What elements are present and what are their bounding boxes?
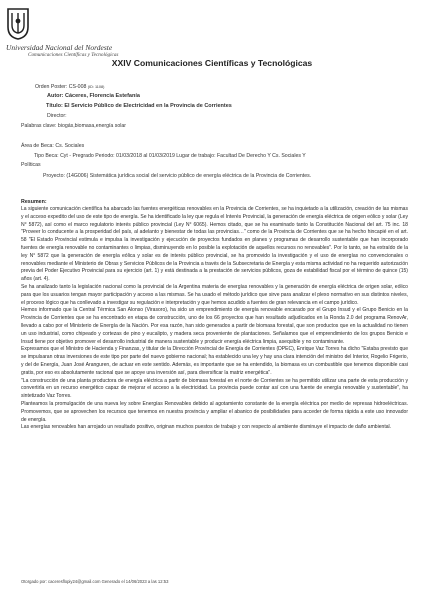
abstract-paragraph: Las energías renovables han arrojado un resultado positivo, originan muchos puestos de trabajo y con respecto al ambiente disminuye el impacto de daño ambiental.: [21, 424, 392, 431]
order-poster-id: (ID: 1108): [87, 85, 105, 89]
keywords-row: [21, 123, 126, 129]
beca-type-value: Cyt - Pregrado Periodo: 01/03/2018 al 01/03/2019 Lugar de trabajo: Facultad De Derecho Y Cs. Sociales Y: [60, 153, 306, 159]
keywords-label: Palabras clave:: [21, 123, 57, 129]
abstract-paragraph: Planteamos la promulgación de una nueva ley sobre Energías Renovables debido al agotamiento constante de la energía eléctrica por medio de represas hidroeléctricas. Promovemos, que se aprovechen los recursos que tenemos en nuestra provincia y ampliar el abanico de posibilidades para acceder de forma rápida a este uso innovador de energía.: [21, 400, 408, 423]
abstract-paragraph: Expresamos que el Ministro de Hacienda y Finanzas, y titular de la Dirección Provincial de Energía de Corrientes (DPEC), Enrique Vaz Torres ha dicho "Estaba previsto que se impulsaran otras inversiones de este tipo por parte del nuevo gobierno nacional; ha establecido una ley y hay una clara intención del ministro del Interior, Rogelio Frigerio, y del de Energía, Juan José Aranguren, de actuar en este sentido. Además, es importante que se ha entendido, la biomasa es un combustible que tenemos disponible casi gratis, por eso es absolutamente racional que se apoye una inversión así, para diversificar la matriz energética".: [21, 346, 408, 376]
director-row: [47, 113, 67, 119]
university-crest-icon: [6, 7, 30, 41]
abstract-paragraph: La siguiente comunicación científica ha abarcado las fuentes energéticas renovables en la Provincia de Corrientes, se ha inquietado a la utilización, creación de las mismas y el acceso expedito del uso de este tipo de energía. Se ha identificado la ley que regula el Interés Provincial, la generación de energía eléctrica de origen eólico y solar (Ley N° 5872), así como el marco regulatorio interés público provincial (Ley N° 6065). Hemos citado, que se ha examinado tanto la Constitución Nacional del art. 75 inc. 18 "Proveer lo conducente a la prosperidad del país, al adelanto y bienestar de todas las provincias…" como de la Provincia de Corrientes que se ha hecho hincapié en el art. 58 "El Estado Provincial estimula e impulsa la investigación y ejecución de proyectos fundados en planes y programas de desarrollo sustentable que han incorporado fuentes de energía renovable no contaminantes o limpias, disminuyendo en lo posible la explotación de aquellos recursos no renovables". Por lo tanto, se ha extraído de la ley N° 5872 que la generación de energía eólica y solar es de interés público provincial, se ha promovido la investigación y el uso de energías no convencionales o renovables mediante el Ministerio de Obras y Servicios Públicos de la Provincia a través de la Subsecretaria de Energía y esta misma actividad no ha requerido autorización previa del Poder Ejecutivo Provincial para su ejercicio (art. 1) y está destinada a la prestación de servicios públicos, goza de estabilidad fiscal por el término de quince (15) años (art. 4).: [21, 206, 408, 283]
beca-type-label: Tipo Beca:: [34, 153, 59, 159]
logo-subtitle: Comunicaciones Científicas y Tecnológicas: [28, 52, 119, 58]
event-title: XXIV Comunicaciones Científicas y Tecnológicas: [111, 58, 313, 68]
author-label: Autor:: [47, 93, 64, 99]
area-value: Cs. Sociales: [55, 143, 85, 149]
beca-type-continuation: Políticas: [21, 162, 41, 168]
order-poster-label: Orden Poster:: [35, 84, 68, 90]
area-row: [21, 143, 84, 149]
area-label: Área de Beca:: [21, 143, 54, 149]
logo-university-name: Universidad Nacional del Nordeste: [6, 43, 113, 52]
title-label: Título:: [46, 103, 63, 109]
author-row: [47, 93, 140, 99]
keywords-value: biogás,biomasa,energía solar: [57, 123, 126, 129]
director-label: Director:: [47, 113, 67, 119]
title-value: El Servicio Público de Electricidad en la Provincia de Corrientes: [64, 103, 232, 109]
abstract-paragraph: Hemos informado que la Central Térmica San Alonso (Virasoro), ha sido un emprendimiento de energía renovable encarado por el Grupo Insud y el Grupo Benicio en la Provincia de Corrientes que se ha encontrado en etapa de construcción, uno de los 66 proyectos que han resultado adjudicados en la Ronda 2.0 del programa RenovAr, llevado a cabo por el Ministerio de Energía de la Nación. Por esa razón, han sido generados a partir de biomasa forestal, que son productos que en la actualidad no tienen un uso industrial, como chipeado y cortezas de pino y eucalipto, y madera seca proveniente de plantaciones. Señalamos que el emprendimiento de los grupos Benicio e Insud tiene por objetivo promover el desarrollo industrial de manera sustentable y producir energía eléctrica limpia, asequible y no contaminante.: [21, 307, 408, 345]
abstract-heading: Resumen:: [21, 199, 47, 205]
title-row: [46, 103, 232, 109]
project-label: Proyecto:: [43, 173, 65, 179]
beca-type-row: [34, 153, 306, 159]
author-value: Cáceres, Florencia Estefanía: [65, 93, 140, 99]
abstract-body: [21, 206, 408, 432]
abstract-paragraph: Se ha analizado tanto la legislación nacional como la provincial de la Argentina materia de energías renovables y la generación de energía eléctrica de origen solar, eólico para que los usuarios tengan mayor participación y acceso a las mismas. Se ha usado el método jurídico que sirve para analizar el plexo normativo en sus distintos niveles, el proceso lógico que ha conllevado a investigar su regulación e interpretación y que hemos acudido a fuentes de gran relevancia en el campo jurídico.: [21, 283, 408, 306]
project-row: [43, 173, 311, 179]
page-footer: Otorgado por: caceresflopiy24@gmail.com Generado el 14/06/2023 a las 12:53: [21, 579, 169, 584]
project-value: (14G006) Sistemática jurídica social del servicio público de energía eléctrica de la Provincia de Corrientes.: [66, 173, 312, 179]
abstract-paragraph: "La construcción de una planta productora de energía eléctrica a partir de biomasa forestal en el norte de Corrientes se ha permitido utilizar una parte de esta producción y convertirla en un recurso energético capaz de mejorar el acceso a la electricidad. La provincia puede contar así con una fuente de energía renovable y sustentable", ha sintetizado Vaz Torres.: [21, 377, 408, 400]
order-poster-value: CS-008: [68, 84, 87, 90]
order-poster-row: [35, 84, 104, 90]
